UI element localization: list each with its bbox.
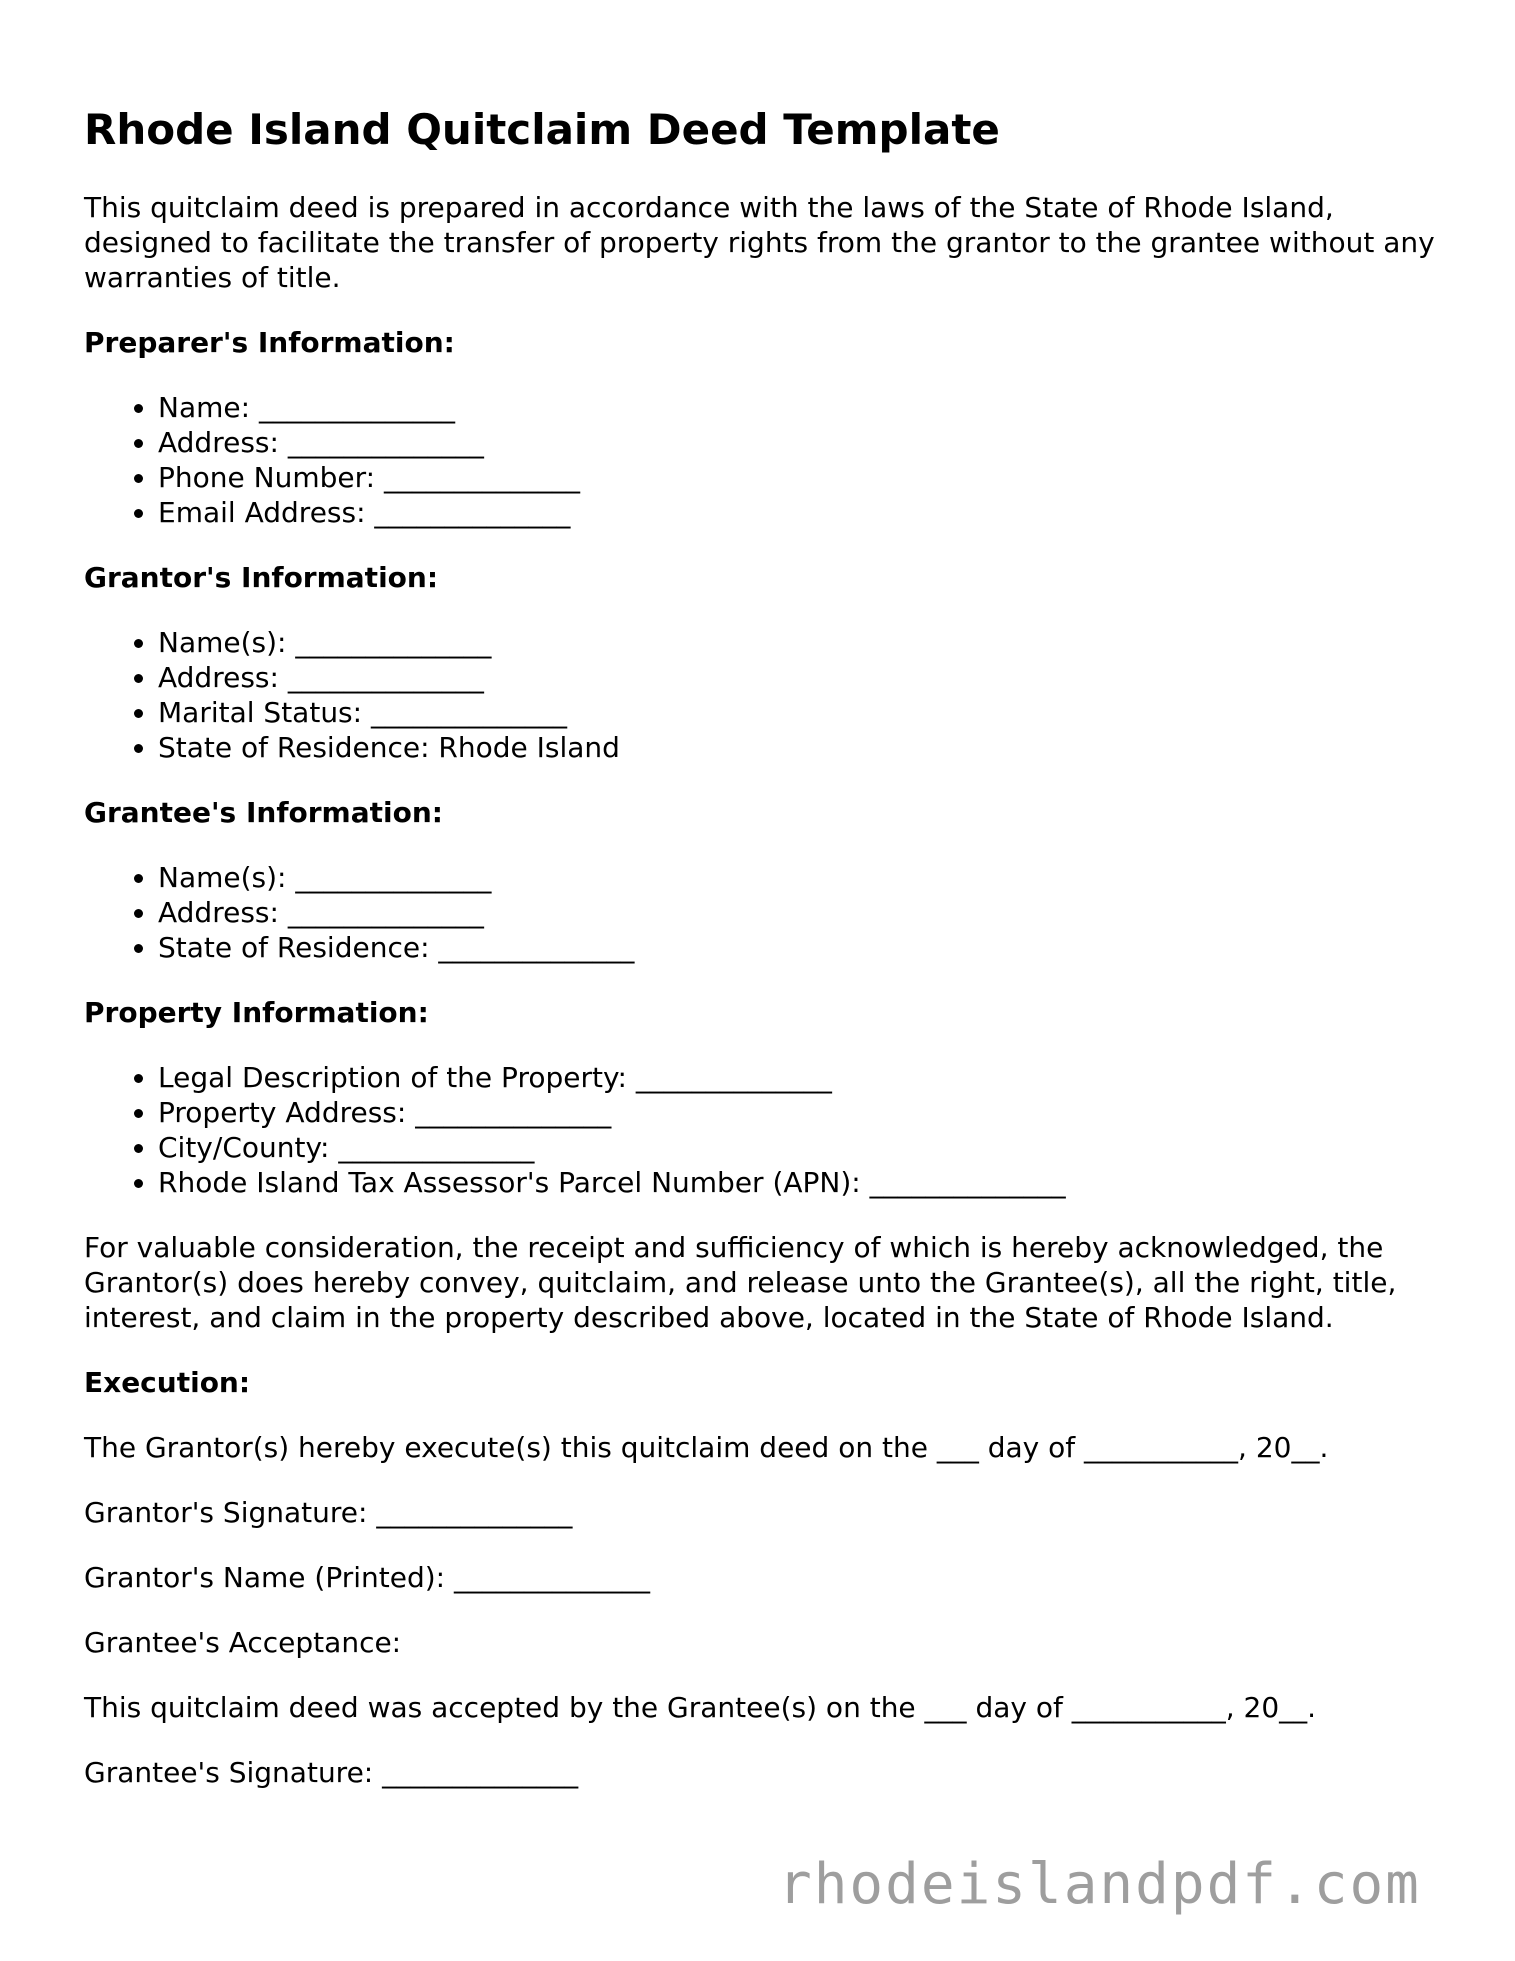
grantor-name-field: • Name(s): ______________ bbox=[158, 625, 1444, 660]
grantee-address-field: • Address: ______________ bbox=[158, 895, 1444, 930]
grantee-heading: Grantee's Information: bbox=[84, 796, 443, 829]
acceptance-statement: This quitclaim deed was accepted by the Grantee(s) on the ___ day of ___________, 20__. bbox=[84, 1691, 1317, 1724]
property-heading: Property Information: bbox=[84, 996, 429, 1029]
property-apn-field: • Rhode Island Tax Assessor's Parcel Number (APN): ______________ bbox=[158, 1165, 1444, 1200]
property-city-county-field: • City/County: ______________ bbox=[158, 1130, 1444, 1165]
consideration-paragraph: For valuable consideration, the receipt and sufficiency of which is hereby acknowledged, the Grantor(s) does hereby convey, quitclaim, and release unto the Grantee(s), all the right, title, interest, and claim in the property described above, located in the State of Rhode Island. bbox=[84, 1231, 1397, 1334]
preparer-list bbox=[84, 390, 1444, 530]
grantor-list bbox=[84, 625, 1444, 765]
execution-statement: The Grantor(s) hereby execute(s) this quitclaim deed on the ___ day of ___________, 20__. bbox=[84, 1431, 1329, 1464]
grantee-name-field: • Name(s): ______________ bbox=[158, 860, 1444, 895]
grantee-acceptance-label: Grantee's Acceptance: bbox=[84, 1626, 402, 1659]
grantor-heading: Grantor's Information: bbox=[84, 561, 439, 594]
document-title: Rhode Island Quitclaim Deed Template bbox=[84, 105, 1000, 154]
grantee-list bbox=[84, 860, 1444, 965]
preparer-heading: Preparer's Information: bbox=[84, 326, 455, 359]
grantor-marital-status-field: • Marital Status: ______________ bbox=[158, 695, 1444, 730]
property-legal-description-field: • Legal Description of the Property: ______________ bbox=[158, 1060, 1444, 1095]
preparer-name-field: • Name: ______________ bbox=[158, 390, 1444, 425]
property-list bbox=[84, 1060, 1444, 1200]
property-address-field: • Property Address: ______________ bbox=[158, 1095, 1444, 1130]
watermark-text: rhodeislandpdf.com bbox=[778, 1852, 1421, 1917]
grantor-state-field: • State of Residence: Rhode Island bbox=[158, 730, 1444, 765]
grantor-printed-name-line: Grantor's Name (Printed): ______________ bbox=[84, 1561, 651, 1594]
grantee-state-field: • State of Residence: ______________ bbox=[158, 930, 1444, 965]
grantor-address-field: • Address: ______________ bbox=[158, 660, 1444, 695]
preparer-phone-field: • Phone Number: ______________ bbox=[158, 460, 1444, 495]
execution-heading: Execution: bbox=[84, 1366, 251, 1399]
grantee-signature-line: Grantee's Signature: ______________ bbox=[84, 1756, 579, 1789]
document-page bbox=[84, 100, 1444, 1820]
preparer-address-field: • Address: ______________ bbox=[158, 425, 1444, 460]
intro-paragraph: This quitclaim deed is prepared in accordance with the laws of the State of Rhode Island, designed to facilitate the transfer of property rights from the grantor to the grantee without any warranties of title. bbox=[84, 191, 1435, 294]
grantor-signature-line: Grantor's Signature: ______________ bbox=[84, 1496, 573, 1529]
preparer-email-field: • Email Address: ______________ bbox=[158, 495, 1444, 530]
